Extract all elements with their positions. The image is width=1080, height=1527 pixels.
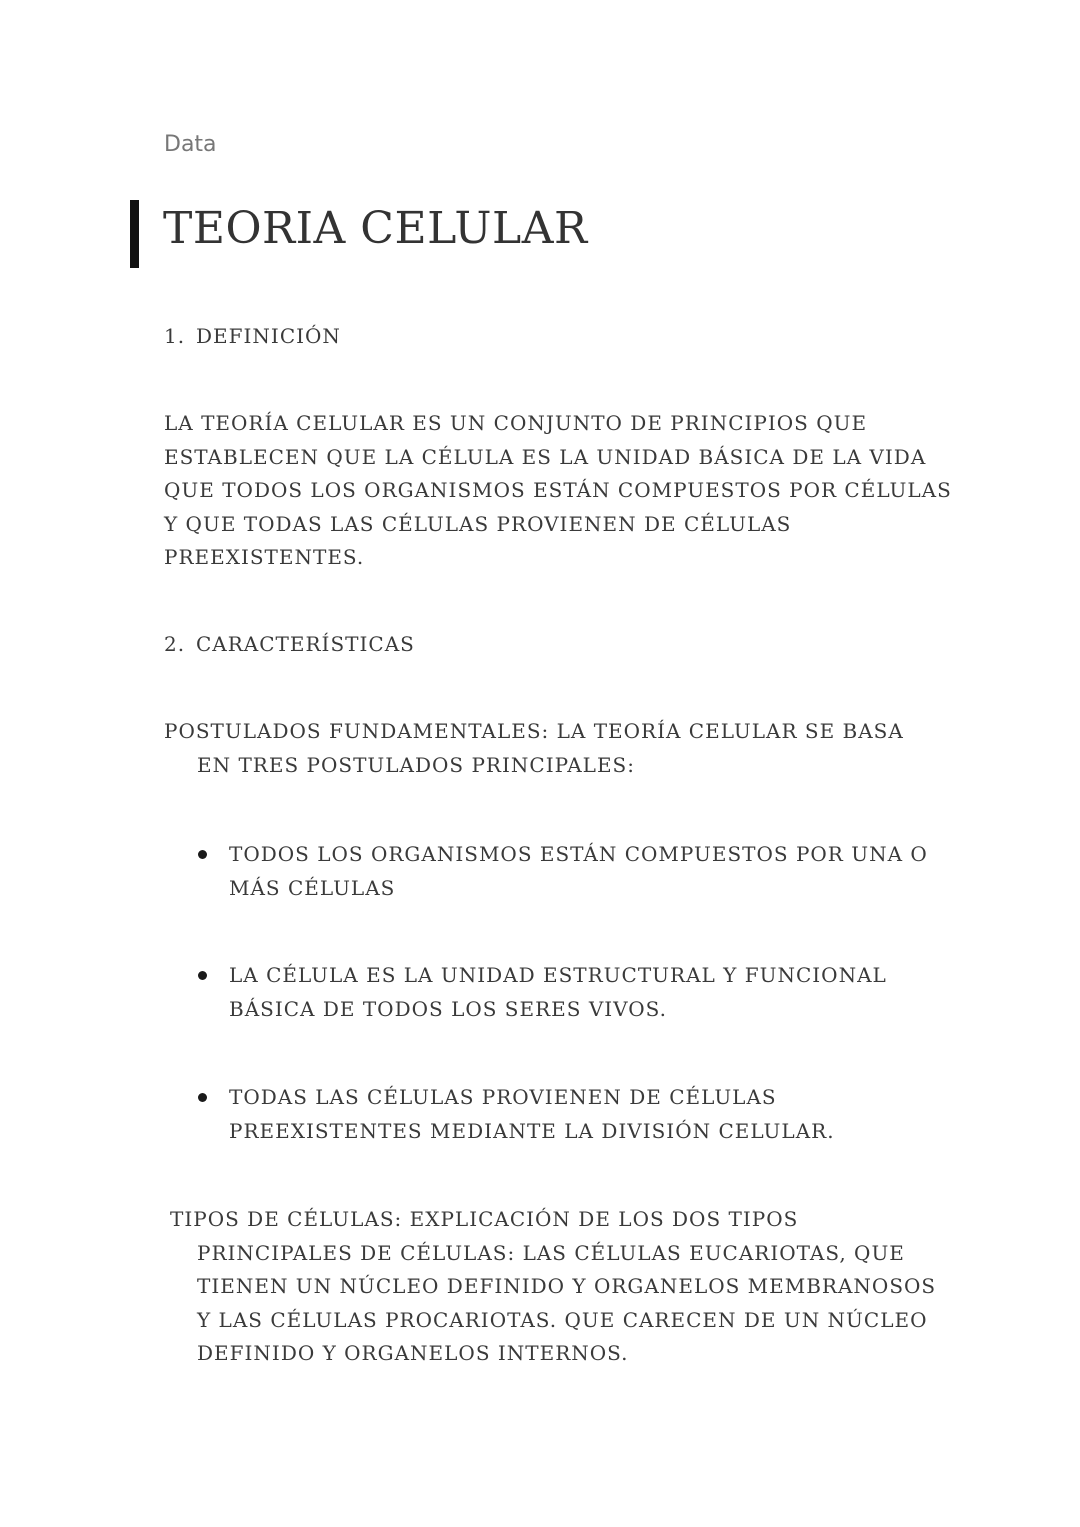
document-title: TEORIA CELULAR <box>163 203 588 254</box>
paragraph-line: LA TEORÍA CELULAR ES UN CONJUNTO DE PRINCIPIOS QUE <box>164 411 868 435</box>
bullet-line: TODOS LOS ORGANISMOS ESTÁN COMPUESTOS POR UNA O <box>229 842 928 866</box>
bullet-line: MÁS CÉLULAS <box>229 875 396 900</box>
paragraph-line: Y QUE TODAS LAS CÉLULAS PROVIENEN DE CÉLULAS <box>164 511 792 536</box>
bullet-dot-icon <box>198 850 207 859</box>
section-number: 2. <box>164 632 186 656</box>
section-heading-caracteristicas <box>164 632 415 656</box>
bullet-line: LA CÉLULA ES LA UNIDAD ESTRUCTURAL Y FUNCIONAL <box>229 963 887 987</box>
bullet-dot-icon <box>198 971 207 980</box>
tipos-celulas-paragraph <box>170 1203 936 1371</box>
bullet-line: TODAS LAS CÉLULAS PROVIENEN DE CÉLULAS <box>229 1085 777 1109</box>
postulados-intro <box>164 715 904 782</box>
section-heading-definicion <box>164 324 341 348</box>
section-number: 1. <box>164 324 186 348</box>
paragraph-line: TIENEN UN NÚCLEO DEFINIDO Y ORGANELOS MEMBRANOSOS <box>197 1274 937 1298</box>
paragraph-line: PREEXISTENTES. <box>164 545 365 569</box>
paragraph-line: QUE TODOS LOS ORGANISMOS ESTÁN COMPUESTOS POR CÉLULAS <box>164 478 952 502</box>
paragraph-line: Y LAS CÉLULAS PROCARIOTAS. QUE CARECEN DE UN NÚCLEO <box>197 1307 928 1332</box>
bullet-item <box>229 838 928 905</box>
bullet-dot-icon <box>198 1093 207 1102</box>
paragraph-line: POSTULADOS FUNDAMENTALES: LA TEORÍA CELULAR SE BASA <box>164 719 904 743</box>
paragraph-line: ESTABLECEN QUE LA CÉLULA ES LA UNIDAD BÁSICA DE LA VIDA <box>164 444 927 469</box>
section-title: DEFINICIÓN <box>196 324 341 348</box>
bullet-item <box>229 959 887 1026</box>
bullet-line: PREEXISTENTES MEDIANTE LA DIVISIÓN CELULAR. <box>229 1118 835 1143</box>
bullet-item <box>229 1081 835 1148</box>
paragraph-line: PRINCIPALES DE CÉLULAS: LAS CÉLULAS EUCARIOTAS, QUE <box>197 1240 905 1265</box>
section-title: CARACTERÍSTICAS <box>196 632 415 656</box>
date-label: Data <box>164 132 217 157</box>
definition-paragraph <box>164 407 952 575</box>
paragraph-line: TIPOS DE CÉLULAS: EXPLICACIÓN DE LOS DOS TIPOS <box>170 1207 799 1231</box>
paragraph-line: EN TRES POSTULADOS PRINCIPALES: <box>197 752 635 777</box>
paragraph-line: DEFINIDO Y ORGANELOS INTERNOS. <box>197 1341 629 1365</box>
title-accent-bar <box>130 200 139 268</box>
bullet-line: BÁSICA DE TODOS LOS SERES VIVOS. <box>229 996 667 1021</box>
